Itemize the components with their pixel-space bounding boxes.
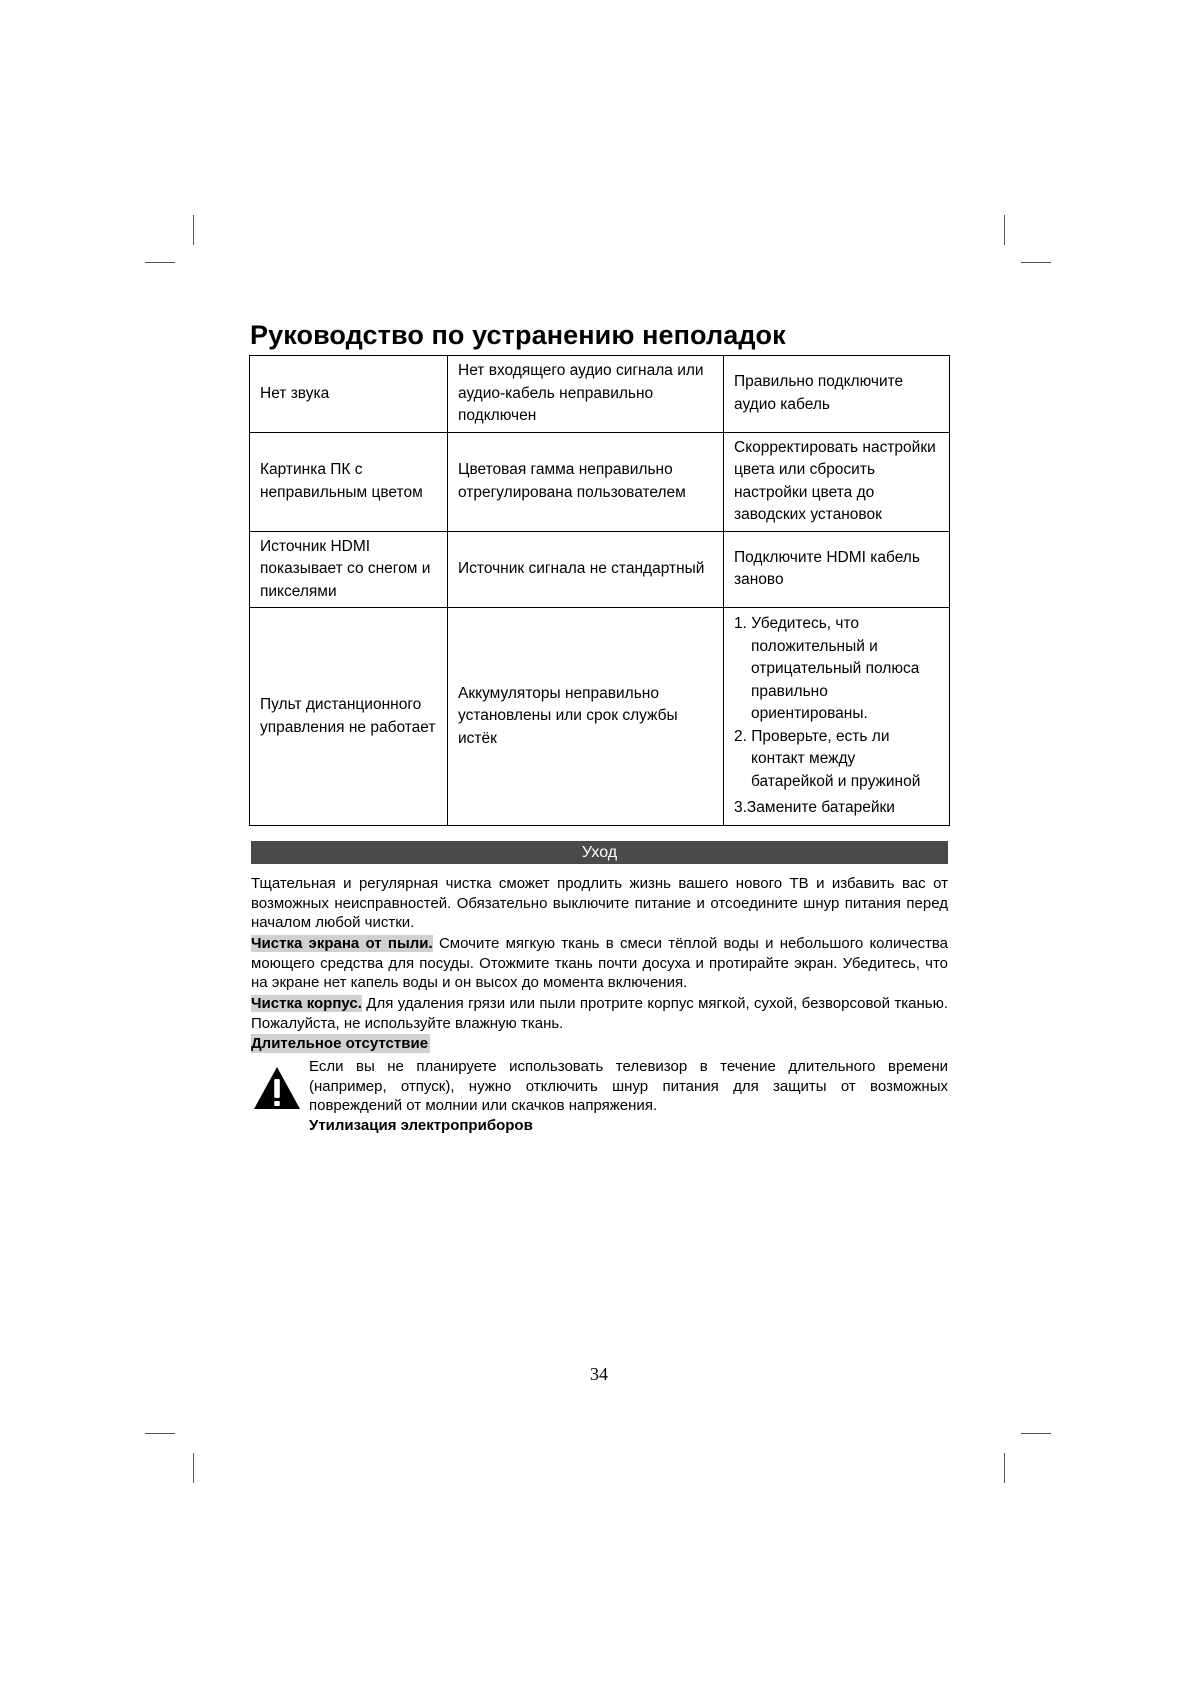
screen-cleaning-paragraph: [251, 934, 948, 993]
body-cleaning-paragraph: [251, 994, 948, 1033]
troubleshooting-table: [249, 355, 950, 826]
symptom-cell: Пульт дистанционного управления не работает: [250, 608, 448, 826]
care-section-heading: Уход: [251, 841, 948, 864]
solution-steps: [734, 613, 939, 820]
crop-mark: [193, 1453, 194, 1483]
absence-heading: Длительное отсутствие: [251, 1035, 429, 1052]
solution-step: 2. Проверьте, есть ли контакт между батарейкой и пружиной: [734, 727, 921, 790]
crop-mark: [1021, 262, 1051, 263]
crop-mark: [1004, 1453, 1005, 1483]
table-row: [250, 432, 950, 531]
cause-cell: Цветовая гамма неправильно отрегулирована пользователем: [448, 432, 724, 531]
solution-cell: Правильно подключите аудио кабель: [724, 356, 950, 433]
body-cleaning-label: Чистка корпус.: [251, 995, 362, 1012]
cause-cell: Нет входящего аудио сигнала или аудио-кабель неправильно подключен: [448, 356, 724, 433]
symptom-cell: Картинка ПК с неправильным цветом: [250, 432, 448, 531]
symptom-cell: Нет звука: [250, 356, 448, 433]
solution-step: 1. Убедитесь, что положительный и отрицательный полюса правильно ориентированы.: [734, 615, 920, 723]
screen-cleaning-label: Чистка экрана от пыли.: [251, 935, 433, 952]
solution-step: 3.Замените батарейки: [734, 799, 895, 817]
crop-mark: [145, 262, 175, 263]
solution-cell: Скорректировать настройки цвета или сбросить настройки цвета до заводских установок: [724, 432, 950, 531]
disposal-heading: Утилизация электроприборов: [309, 1117, 533, 1134]
screen-cleaning-text: Смочите мягкую ткань в смеси тёплой воды и небольшого количества моющего средства для посуды. Отожмите ткань почти досуха и протирайте экран. Убедитесь, что на экране нет капель воды и он высох до момента включения.: [251, 935, 949, 991]
solution-cell: Подключите HDMI кабель заново: [724, 531, 950, 608]
care-intro: Тщательная и регулярная чистка сможет продлить жизнь вашего нового ТВ и избавить вас от возможных неисправностей. Обязательно выключите питание и отсоедините шнур питания перед началом любой чистки.: [251, 875, 948, 931]
page-title: Руководство по устранению неполадок: [250, 320, 786, 350]
body-cleaning-text: Для удаления грязи или пыли протрите корпус мягкой, сухой, безворсовой тканью. Пожалуйста, не используйте влажную ткань.: [251, 995, 949, 1032]
cause-cell: Аккумуляторы неправильно установлены или срок службы истёк: [448, 608, 724, 826]
solution-cell: [724, 608, 950, 826]
absence-text: Если вы не планируете использовать телевизор в течение длительного времени (например, отпуск), нужно отключить шнур питания для защиты от возможных повреждений от молнии или скачков напряжения.: [309, 1058, 948, 1114]
crop-mark: [193, 215, 194, 245]
crop-mark: [1021, 1433, 1051, 1434]
table-row: [250, 531, 950, 608]
symptom-cell: Источник HDMI показывает со снегом и пикселями: [250, 531, 448, 608]
table-row: [250, 356, 950, 433]
crop-mark: [145, 1433, 175, 1434]
warning-triangle-icon: [253, 1066, 301, 1110]
cause-cell: Источник сигнала не стандартный: [448, 531, 724, 608]
crop-mark: [1004, 215, 1005, 245]
page-number: 34: [590, 1364, 608, 1384]
table-row: [250, 608, 950, 826]
